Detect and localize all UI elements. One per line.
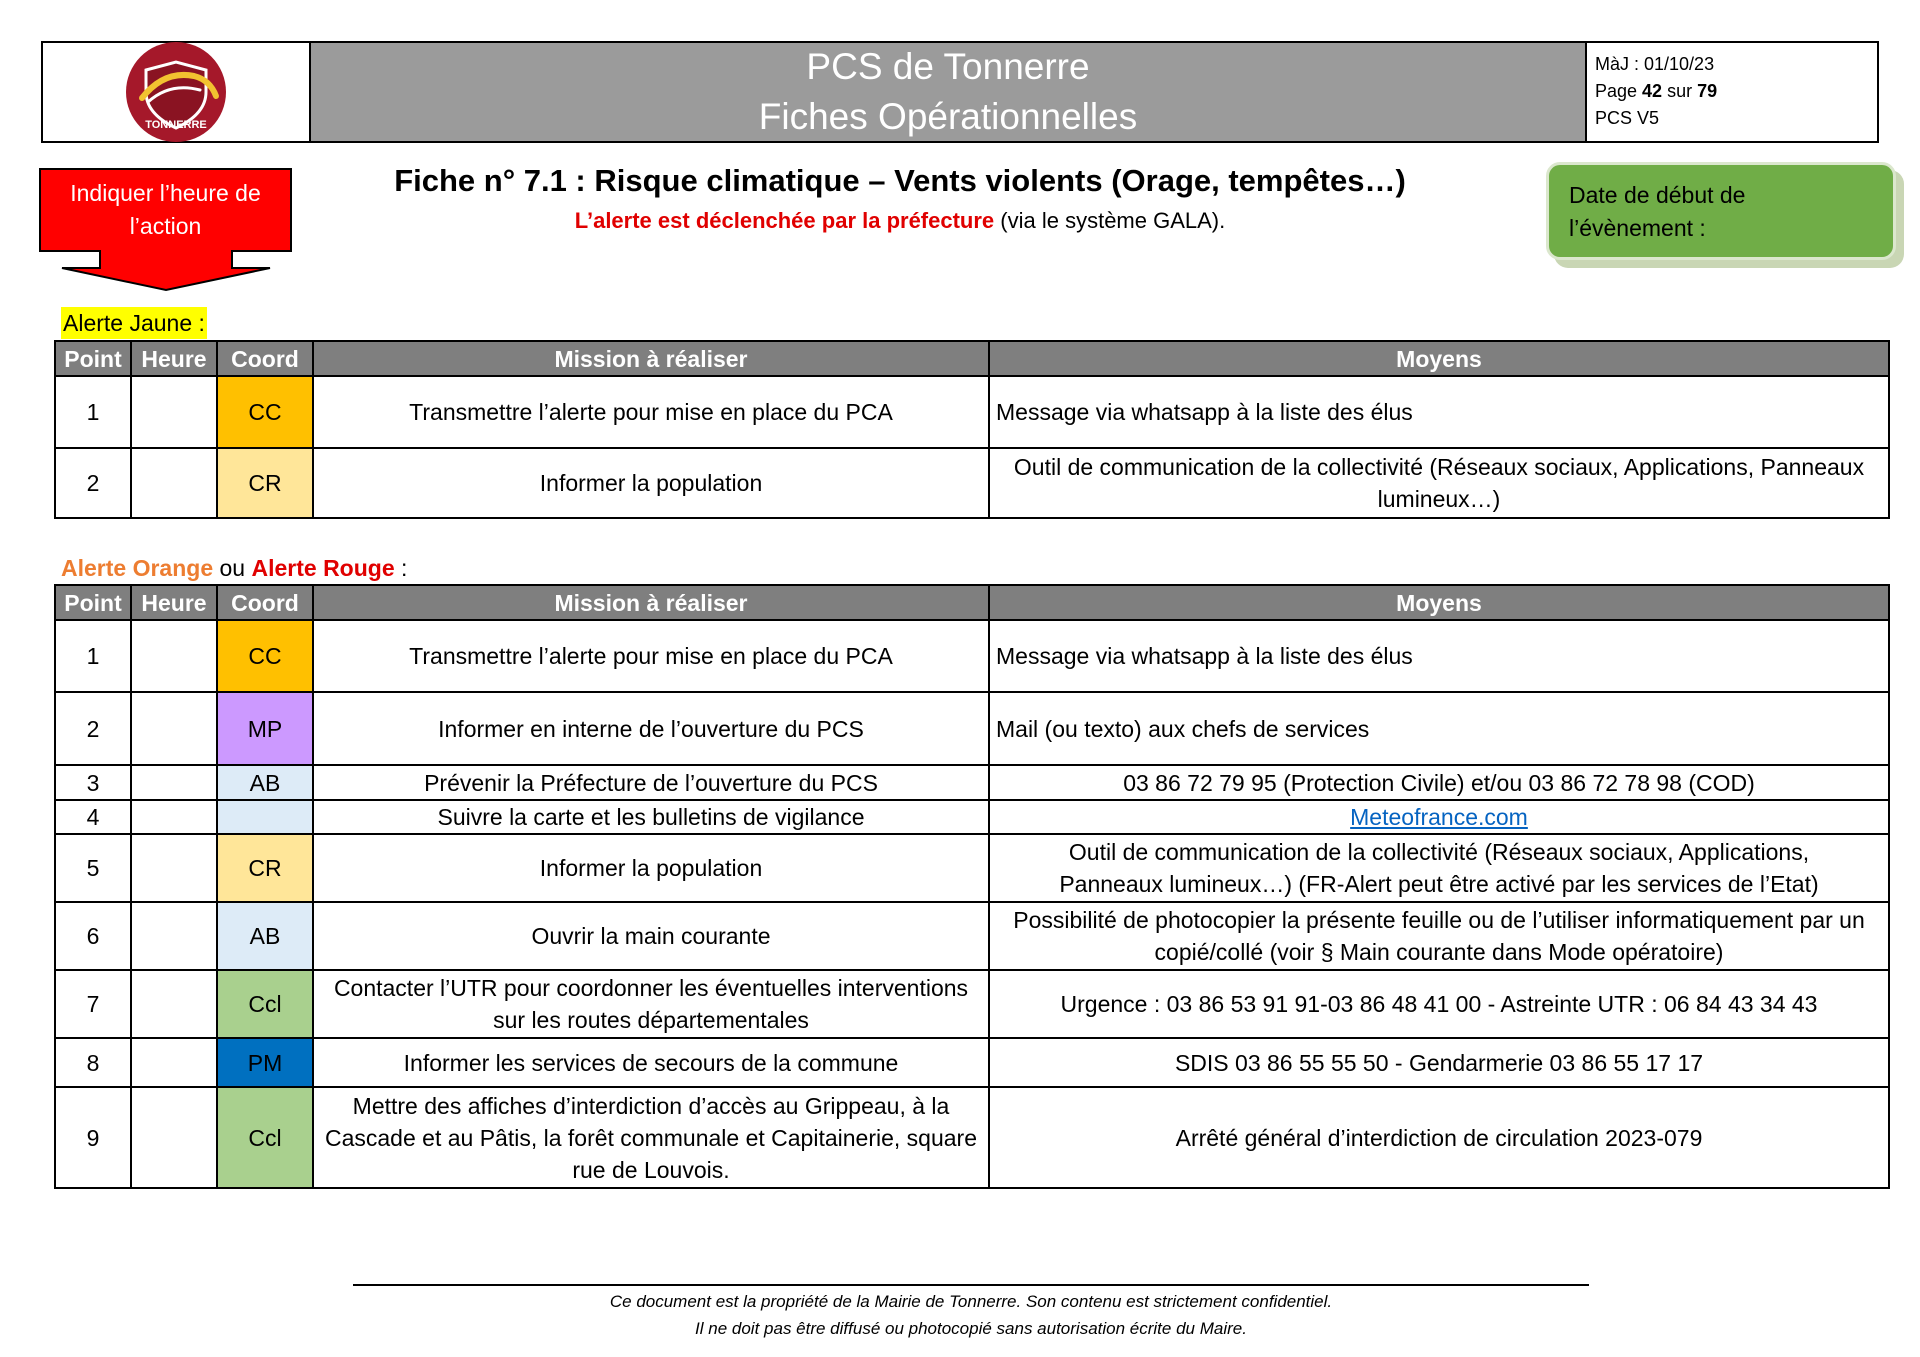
fiche-title: Fiche n° 7.1 : Risque climatique – Vents violents (Orage, tempêtes…): [394, 163, 1406, 198]
footer-divider: [353, 1284, 1589, 1286]
table-row: [55, 620, 1889, 692]
cell-coord: PM: [217, 1038, 313, 1087]
table-header-row: [55, 341, 1889, 376]
col-point: Point: [55, 341, 131, 376]
cell-coord: MP: [217, 692, 313, 765]
col-coord: Coord: [217, 585, 313, 620]
tonnerre-logo: [124, 40, 228, 144]
cell-moyens: Mail (ou texto) aux chefs de services: [989, 692, 1889, 765]
cell-heure[interactable]: [131, 902, 217, 970]
label-end: :: [394, 555, 408, 581]
cell-heure[interactable]: [131, 620, 217, 692]
cell-coord: Ccl: [217, 1087, 313, 1188]
cell-moyens: Possibilité de photocopier la présente feuille ou de l’utiliser informatiquement par un copié/collé (voir § Main courante dans Mode opératoire): [989, 902, 1889, 970]
table-row: [55, 1087, 1889, 1188]
cell-point: 6: [55, 902, 131, 970]
cell-point: 7: [55, 970, 131, 1038]
cell-point: 9: [55, 1087, 131, 1188]
callout-line2: l’action: [129, 213, 202, 239]
cell-mission: Informer les services de secours de la commune: [313, 1038, 989, 1087]
logo-text: TONNERRE: [145, 119, 207, 131]
page-header: [41, 41, 1879, 143]
cell-heure[interactable]: [131, 970, 217, 1038]
cell-moyens: Outil de communication de la collectivité (Réseaux sociaux, Applications, Panneaux lumineux…): [989, 448, 1889, 518]
logo-cell: [43, 43, 311, 141]
cell-point: 8: [55, 1038, 131, 1087]
header-title-line1: PCS de Tonnerre: [806, 46, 1090, 87]
cell-point: 2: [55, 448, 131, 518]
table-alerte-orange-rouge: [54, 584, 1890, 1189]
cell-moyens: Urgence : 03 86 53 91 91-03 86 48 41 00 - Astreinte UTR : 06 84 43 34 43: [989, 970, 1889, 1038]
cell-point: 2: [55, 692, 131, 765]
cell-moyens: SDIS 03 86 55 55 50 - Gendarmerie 03 86 55 17 17: [989, 1038, 1889, 1087]
table-row: [55, 970, 1889, 1038]
col-coord: Coord: [217, 341, 313, 376]
footer-line2: Il ne doit pas être diffusé ou photocopié sans autorisation écrite du Maire.: [695, 1319, 1247, 1338]
cell-coord: CR: [217, 834, 313, 902]
table-row: [55, 834, 1889, 902]
alert-system: (via le système GALA).: [994, 208, 1226, 233]
cell-coord: AB: [217, 765, 313, 800]
cell-heure[interactable]: [131, 765, 217, 800]
cell-mission: Informer la population: [313, 448, 989, 518]
cell-mission: Ouvrir la main courante: [313, 902, 989, 970]
cell-moyens: Arrêté général d’interdiction de circulation 2023-079: [989, 1087, 1889, 1188]
page-prefix: Page: [1595, 81, 1643, 101]
fiche-subtitle: [300, 206, 1500, 236]
col-moyens: Moyens: [989, 341, 1889, 376]
table-row: [55, 448, 1889, 518]
cell-mission: Informer en interne de l’ouverture du PCS: [313, 692, 989, 765]
header-meta: [1587, 43, 1877, 141]
confidentiality-footer: [353, 1288, 1589, 1342]
cell-mission: Mettre des affiches d’interdiction d’accès au Grippeau, à la Cascade et au Pâtis, la forêt communale et Capitainerie, square rue de Louvois.: [313, 1087, 989, 1188]
cell-mission: Prévenir la Préfecture de l’ouverture du PCS: [313, 765, 989, 800]
cell-heure[interactable]: [131, 800, 217, 834]
meteofrance-link[interactable]: Meteofrance.com: [1350, 804, 1528, 830]
page-total: 79: [1697, 81, 1718, 101]
cell-moyens: [989, 834, 1889, 902]
table-alerte-jaune: [54, 340, 1890, 519]
page-number: 42: [1642, 81, 1663, 101]
col-point: Point: [55, 585, 131, 620]
col-heure: Heure: [131, 585, 217, 620]
cell-coord: CR: [217, 448, 313, 518]
datebox-face: [1546, 162, 1896, 260]
label-orange: Alerte Orange: [61, 555, 214, 581]
cell-heure[interactable]: [131, 376, 217, 448]
cell-mission: Transmettre l’alerte pour mise en place du PCA: [313, 376, 989, 448]
label-rouge: Alerte Rouge: [251, 555, 395, 581]
table-row: [55, 376, 1889, 448]
datebox-line1: Date de début de: [1569, 182, 1746, 208]
table-header-row: [55, 585, 1889, 620]
cell-point: 5: [55, 834, 131, 902]
cell-moyens: Message via whatsapp à la liste des élus: [989, 376, 1889, 448]
cell-mission: Suivre la carte et les bulletins de vigilance: [313, 800, 989, 834]
pcs-version: PCS V5: [1595, 108, 1660, 128]
table-row: [55, 1038, 1889, 1087]
col-mission: Mission à réaliser: [313, 585, 989, 620]
cell-heure[interactable]: [131, 692, 217, 765]
table-row: [55, 765, 1889, 800]
section-label-orange-rouge: [61, 552, 407, 584]
cell-moyens: [989, 800, 1889, 834]
callout-text: [39, 168, 292, 252]
cell-mission: Informer la population: [313, 834, 989, 902]
footer-line1: Ce document est la propriété de la Mairie de Tonnerre. Son contenu est strictement confidentiel.: [609, 1292, 1333, 1311]
cell-coord: CC: [217, 620, 313, 692]
datebox-line2: l’évènement :: [1569, 215, 1706, 241]
cell-point: 1: [55, 376, 131, 448]
cell-heure[interactable]: [131, 834, 217, 902]
col-heure: Heure: [131, 341, 217, 376]
header-title: [311, 43, 1587, 141]
event-start-date-box: [1546, 162, 1904, 268]
table-row: [55, 692, 1889, 765]
cell-heure[interactable]: [131, 448, 217, 518]
label-ou: ou: [213, 555, 252, 581]
callout-line1: Indiquer l’heure de: [70, 180, 261, 206]
cell-coord: Ccl: [217, 970, 313, 1038]
update-date: MàJ : 01/10/23: [1595, 54, 1715, 74]
cell-mission: Contacter l’UTR pour coordonner les éventuelles interventions sur les routes départementales: [313, 970, 989, 1038]
page-mid: sur: [1662, 81, 1698, 101]
cell-point: 1: [55, 620, 131, 692]
alert-source: L’alerte est déclenchée par la préfecture: [574, 208, 995, 233]
section-label-jaune: Alerte Jaune :: [61, 307, 207, 339]
col-mission: Mission à réaliser: [313, 341, 989, 376]
cell-coord: AB: [217, 902, 313, 970]
moyens-line2: Panneaux lumineux…) (FR-Alert peut être activé par les services de l’Etat): [1059, 871, 1819, 897]
table-row: [55, 800, 1889, 834]
cell-moyens: Message via whatsapp à la liste des élus: [989, 620, 1889, 692]
cell-coord: [217, 800, 313, 834]
table-row: [55, 902, 1889, 970]
cell-point: 3: [55, 765, 131, 800]
page-indicator: [1595, 78, 1869, 105]
cell-mission: Transmettre l’alerte pour mise en place du PCA: [313, 620, 989, 692]
cell-heure[interactable]: [131, 1087, 217, 1188]
col-moyens: Moyens: [989, 585, 1889, 620]
action-time-callout: [39, 168, 296, 292]
cell-heure[interactable]: [131, 1038, 217, 1087]
header-title-line2: Fiches Opérationnelles: [758, 96, 1138, 137]
cell-coord: CC: [217, 376, 313, 448]
cell-moyens: 03 86 72 79 95 (Protection Civile) et/ou 03 86 72 78 98 (COD): [989, 765, 1889, 800]
cell-point: 4: [55, 800, 131, 834]
moyens-line1: Outil de communication de la collectivité (Réseaux sociaux, Applications,: [1068, 839, 1810, 865]
